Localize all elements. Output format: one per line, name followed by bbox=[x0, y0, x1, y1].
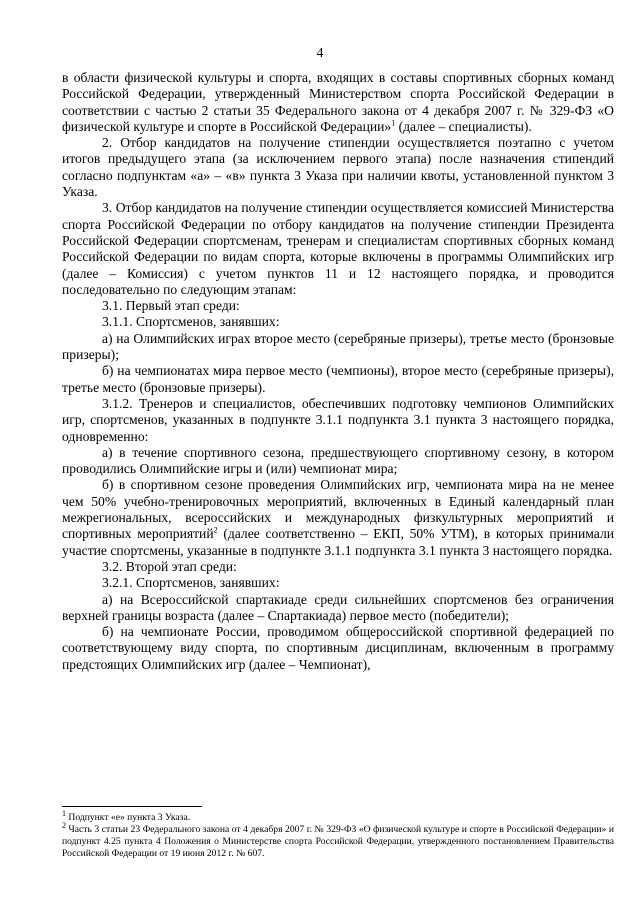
paragraph-text: (далее соответственно – ЕКП, 50% УТМ), в которых принимали участие спортсмены, указанные в подпункте 3.1.1 подпункта 3.1 пункта 3 настоящего порядка. bbox=[62, 526, 614, 558]
paragraph-3-1-2-a: а) в течение спортивного сезона, предшествующего спортивному сезону, в котором проводились Олимпийские игры и (или) чемпионат мира; bbox=[62, 444, 614, 477]
footnote-divider bbox=[62, 806, 202, 807]
footnote-text: Часть 3 статьи 23 Федерального закона от 4 декабря 2007 г. № 329-ФЗ «О физической культуре и спорте в Российской Федерации» и подпункт 4.25 пункта 4 Положения о Министерстве спорта Российской Федерации, утвержденного постановлением Правительства Российской Федерации от 19 июня 2012 г. № 607. bbox=[62, 824, 614, 859]
paragraph-3-1-2-b bbox=[62, 477, 614, 558]
paragraph-3-2-1-b: б) на чемпионате России, проводимом общероссийской спортивной федерацией по соответствующему виду спорта, по спортивным дисциплинам, включенным в программу предстоящих Олимпийских игр (далее – Чемпионат), bbox=[62, 624, 614, 672]
page-number: 4 bbox=[316, 45, 324, 60]
body-text bbox=[62, 70, 614, 673]
footnote-ref-2: 2 bbox=[213, 525, 218, 535]
footnote-ref-1: 1 bbox=[391, 118, 396, 128]
paragraph-2: 2. Отбор кандидатов на получение стипендии осуществляется поэтапно с учетом итогов предыдущего этапа (за исключением первого этапа) после назначения стипендий согласно подпунктам «а» – «в» пункта 3 Указа при наличии квоты, установленной пунктом 3 Указа. bbox=[62, 135, 614, 200]
footnotes bbox=[62, 808, 614, 860]
paragraph-3-1-2: 3.1.2. Тренеров и специалистов, обеспечивших подготовку чемпионов Олимпийских игр, спортсменов, указанных в подпункте 3.1.1 подпункта 3.1 пункта 3 настоящего порядка, одновременно: bbox=[62, 395, 614, 444]
footnote-1 bbox=[62, 808, 614, 824]
paragraph-3-2-1-a: а) на Всероссийской спартакиаде среди сильнейших спортсменов без ограничения верхней границы возраста (далее – Спартакиада) первое место (победители); bbox=[62, 591, 614, 623]
paragraph-continuation bbox=[62, 70, 614, 135]
paragraph-3-1-1-b: б) на чемпионатах мира первое место (чемпионы), второе место (серебряные призеры), третье место (бронзовые призеры). bbox=[62, 363, 614, 395]
paragraph-text: в области физической культуры и спорта, входящих в составы спортивных сборных команд Российской Федерации, утвержденный Министерством спорта Российской Федерации в соответствии с частью 2 статьи 35 Федерального закона от 4 декабря 2007 г. № 329-ФЗ «О физической культуре и спорте в Российской Федерации» bbox=[62, 70, 614, 134]
footnote-mark-2: 2 bbox=[62, 820, 66, 830]
paragraph-3: 3. Отбор кандидатов на получение стипендии осуществляется комиссией Министерства спорта Российской Федерации по отбору кандидатов на получение стипендии Президента Российской Федерации спортсменам, тренерам и специалистам спортивных сборных команд Российской Федерации по видам спорта, которые включены в программы Олимпийских игр (далее – Комиссия) с учетом пунктов 11 и 12 настоящего порядка, и проводится последовательно по следующим этапам: bbox=[62, 200, 614, 297]
paragraph-text: б) в спортивном сезоне проведения Олимпийских игр, чемпионата мира на не менее чем 50% учебно-тренировочных мероприятий, включенных в Единый календарный план межрегиональных, всероссийских и международных физкультурных мероприятий и спортивных мероприятий bbox=[62, 477, 614, 542]
paragraph-3-1-1: 3.1.1. Спортсменов, занявших: bbox=[102, 314, 280, 330]
paragraph-3-1-1-a: а) на Олимпийских играх второе место (серебряные призеры), третье место (бронзовые призеры); bbox=[62, 330, 614, 363]
footnote-mark-1: 1 bbox=[62, 808, 66, 818]
paragraph-3-1: 3.1. Первый этап среди: bbox=[102, 298, 240, 314]
paragraph-text: (далее – специалисты). bbox=[398, 118, 532, 134]
footnote-text: Подпункт «е» пункта 3 Указа. bbox=[68, 812, 191, 823]
paragraph-3-2: 3.2. Второй этап среди: bbox=[102, 558, 237, 574]
footnote-2 bbox=[62, 820, 614, 860]
paragraph-3-2-1: 3.2.1. Спортсменов, занявших: bbox=[102, 575, 280, 591]
